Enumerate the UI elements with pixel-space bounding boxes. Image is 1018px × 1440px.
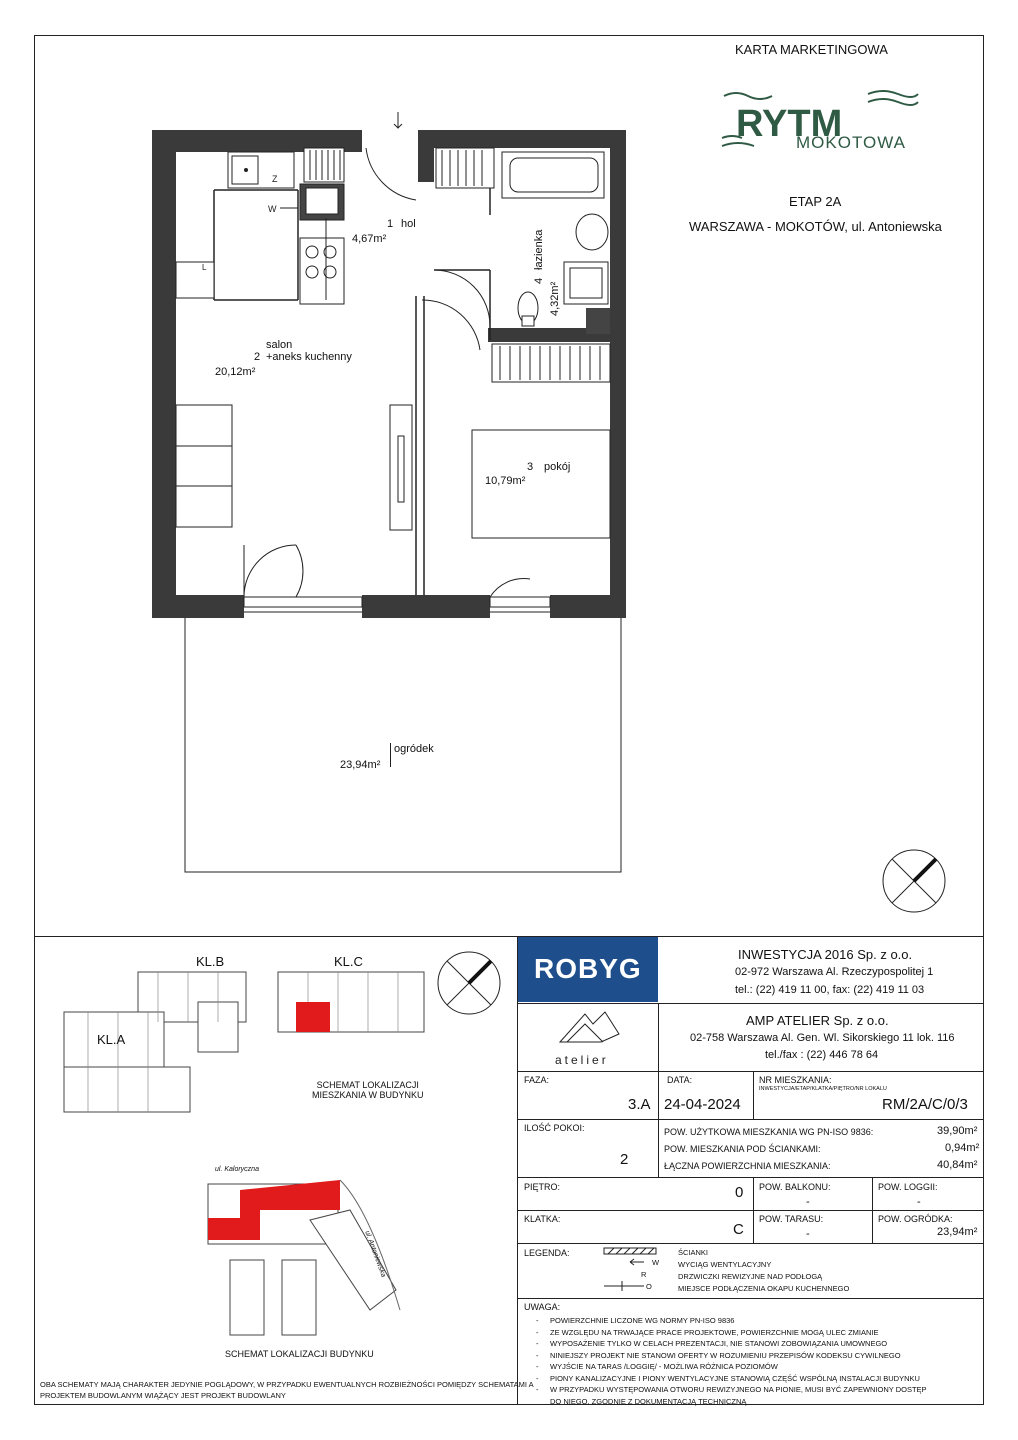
building-scheme-label: SCHEMAT LOKALIZACJI MIESZKANIA W BUDYNKU [312,1080,424,1100]
scheme-note: OBA SCHEMATY MAJĄ CHARAKTER JEDYNIE POGLĄDOWY, W PRZYPADKU EWENTUALNYCH ROZBIEŻNOŚCI POMIĘDZY SCHEMATAMI A PROJEKTEM BUDOWLANYM WIĄŻĄCY JEST PROJEKT BUDOWLANY [40,1380,534,1400]
uwaga-label: UWAGA: [524,1302,561,1312]
room-lazienka-name: łazienka [533,229,545,270]
balkon-label: POW. BALKONU: [759,1182,831,1192]
rooms-value: 2 [620,1151,629,1168]
room-pokoj-area: 10,79m² [485,475,526,487]
stage: ETAP 2A [789,194,842,209]
room-pokoj-num: 3 [527,461,534,473]
legend-symbols [600,1246,680,1294]
garden-outline [185,612,621,872]
legend-item: WYCIĄG WENTYLACYJNY [678,1260,772,1269]
mark-z: Z [272,174,278,184]
uwaga-list [536,1315,976,1407]
architect-tel: tel./fax : (22) 446 78 64 [765,1049,879,1061]
faza-label: FAZA: [524,1075,550,1085]
pietro-value: 0 [735,1184,744,1201]
legend-item: ŚCIANKI [678,1248,709,1257]
building-scheme [58,952,436,1142]
data-label: DATA: [667,1075,693,1085]
legend-item: DRZWICZKI REWIZYJNE NAD PODŁOGĄ [678,1272,823,1281]
nr-value: RM/2A/C/0/3 [882,1096,968,1113]
ogrodek-label: POW. OGRÓDKA: [878,1214,953,1224]
room-salon-area: 20,12m² [215,366,256,378]
pow-pod-value: 0,94m² [945,1142,980,1154]
street-1: ul. Kaloryczna [215,1166,259,1173]
legend-sym-o: O [646,1282,652,1291]
investor-addr: 02-972 Warszawa Al. Rzeczypospolitej 1 [735,966,934,978]
legend-sym-r: R [641,1270,647,1279]
architect-name: AMP ATELIER Sp. z o.o. [746,1013,889,1028]
pow-lacz-value: 40,84m² [937,1159,978,1171]
taras-label: POW. TARASU: [759,1214,824,1224]
pow-uzyt-value: 39,90m² [937,1125,978,1137]
uwaga-item: - WYPOSAŻENIE TYLKO W CELACH PREZENTACJI, NIE STANOWI ZOBOWIĄZANIA UMOWNEGO [536,1339,888,1348]
room-hol-num: 1 [387,218,394,230]
kl-c-label: KL.C [334,954,363,969]
apartment-highlight [296,1002,330,1032]
room-lazienka-area: 4,32m² [549,281,561,316]
balkon-value: - [806,1196,810,1208]
room-salon-name2: +aneks kuchenny [266,351,352,363]
room-salon-name: salon [266,339,293,351]
compass-small-icon [436,950,502,1016]
klatka-label: KLATKA: [524,1214,561,1224]
atelier-logo [545,1006,635,1068]
uwaga-item: - W PRZYPADKU WYSTĘPOWANIA OTWORU REWIZYJNEGO NA PIONIE, MUSI BYĆ ZAPEWNIONY DOSTĘP DO NIEGO, ZGODNIE Z DOKUMENTACJĄ TECHNICZNĄ [536,1385,927,1406]
loggia-value: - [917,1196,921,1208]
mark-l: L [202,263,207,272]
kl-b-label: KL.B [196,954,225,969]
legend-sym-w: W [652,1258,660,1267]
room-lazienka-num: 4 [533,277,545,284]
klatka-value: C [733,1221,744,1238]
faza-value: 3.A [628,1096,651,1113]
robyg-logo: ROBYG [518,937,658,1002]
pow-lacz-label: ŁĄCZNA POWIERZCHNIA MIESZKANIA: [664,1161,831,1171]
doc-title: KARTA MARKETINGOWA [735,42,888,57]
nr-sub: INWESTYCJA/ETAP/KLATKA/PIĘTRO/NR LOKALU [759,1086,887,1092]
mark-w: W [268,204,277,214]
investor-tel: tel.: (22) 419 11 00, fax: (22) 419 11 03 [735,984,925,996]
uwaga-item: - NINIEJSZY PROJEKT NIE STANOWI OFERTY W ROZUMIENIU PRZEPISÓW KODEKSU CYWILNEGO [536,1350,901,1360]
compass-icon [881,848,947,914]
uwaga-item: - POWIERZCHNIE LICZONE WG NORMY PN-ISO 9836 [536,1316,735,1325]
room-ogrodek-name: ogródek [394,743,434,755]
uwaga-item: - ZE WZGLĘDU NA TRWAJĄCE PRACE PROJEKTOWE, POWIERZCHNIE MOGĄ ULEC ZMIANIE [536,1327,879,1337]
room-salon-num: 2 [254,351,261,363]
svg-text:atelier: atelier [555,1053,609,1067]
brand-main: RYTM [736,103,843,145]
location: WARSZAWA - MOKOTÓW, ul. Antoniewska [689,219,942,234]
room-hol-area: 4,67m² [352,233,387,245]
pietro-label: PIĘTRO: [524,1182,561,1192]
street-2: ul. Antoniewska [363,1230,387,1279]
rytm-logo [718,88,923,158]
rooms-label: ILOŚĆ POKOI: [524,1123,585,1133]
taras-value: - [806,1228,810,1240]
legend-item: MIEJSCE PODŁĄCZENIA OKAPU KUCHENNEGO [678,1284,850,1293]
data-value: 24-04-2024 [664,1096,741,1113]
room-hol-name: hol [401,218,416,230]
pow-pod-label: POW. MIESZKANIA POD ŚCIANKAMI: [664,1144,821,1154]
loggia-label: POW. LOGGII: [878,1182,938,1192]
ogrodek-value: 23,94m² [937,1226,978,1238]
pow-uzyt-label: POW. UŻYTKOWA MIESZKANIA WG PN-ISO 9836: [664,1127,874,1137]
nr-label: NR MIESZKANIA: [759,1075,832,1085]
brand-sub: MOKOTOWA [796,133,906,152]
architect-addr: 02-758 Warszawa Al. Gen. Wl. Sikorskiego 11 lok. 116 [690,1032,955,1044]
uwaga-item: - PIONY KANALIZACYJNE I PIONY WENTYLACYJNE STANOWIĄ CZĘŚĆ WSPÓLNĄ INSTALACJI BUDYNKU [536,1373,920,1383]
room-pokoj-name: pokój [544,461,571,473]
investor-name: INWESTYCJA 2016 Sp. z o.o. [738,947,913,962]
uwaga-item: - WYJŚCIE NA TARAS /LOGGIĘ/ - MOŻLIWA RÓŻNICA POZIOMÓW [536,1362,778,1371]
legend-label: LEGENDA: [524,1248,570,1258]
room-ogrodek-area: 23,94m² [340,759,381,771]
site-scheme-label: SCHEMAT LOKALIZACJI BUDYNKU [225,1349,374,1359]
kl-a-label: KL.A [97,1032,126,1047]
